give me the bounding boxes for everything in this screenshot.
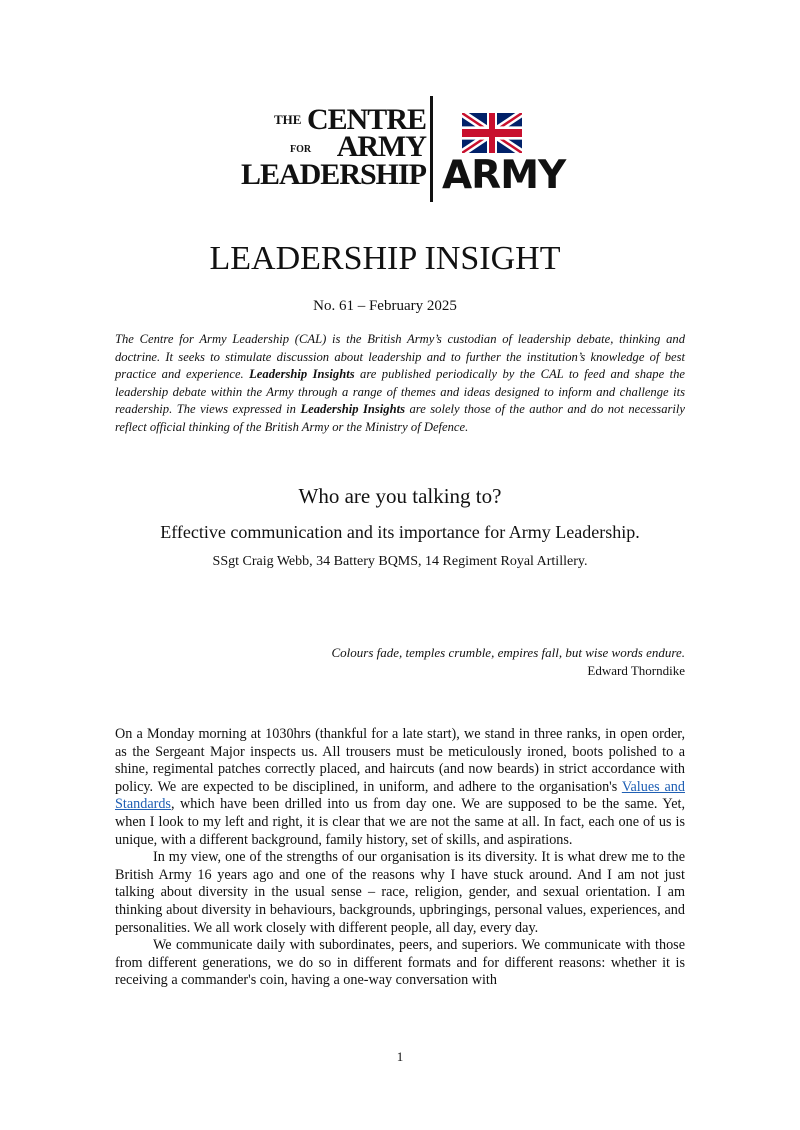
intro-text-1: The Centre for Army Leadership (CAL) is the British Army’s custodian of leadership debate, thinking and doctrine. It seeks to stimulate discussion about leadership and to further the institution’s knowledge of best practice and experience.	[115, 332, 685, 381]
intro-text-3: are solely those of the author and do not necessarily reflect official thinking of the British Army or the Ministry of Defence.	[115, 402, 685, 434]
union-jack-icon	[462, 113, 522, 153]
page-title: LEADERSHIP INSIGHT	[209, 240, 561, 277]
logo-divider	[430, 96, 433, 202]
p1-text-before: On a Monday morning at 1030hrs (thankful for a late start), we stand in three ranks, in open order, as the Sergeant Major inspects us. All trousers must be meticulously ironed, boots polished to a shine, regimental patches correctly placed, and haircuts (and now beards) in strict accordance with policy. We are expected to be disciplined, in uniform, and adhere to the organisation's	[115, 726, 685, 795]
intro-bold-1: Leadership Insights	[249, 367, 355, 381]
epigraph	[300, 644, 685, 680]
epigraph-quote: Colours fade, temples crumble, empires fall, but wise words endure.	[331, 645, 685, 660]
logo-for: FOR	[290, 144, 312, 155]
epigraph-attribution: Edward Thorndike	[587, 663, 685, 678]
army-wordmark: ARMY	[442, 153, 566, 198]
page-number: 1	[396, 1049, 404, 1064]
body-paragraph-1	[115, 726, 685, 849]
p1-text-after: , which have been drilled into us from day one. We are supposed to be the same. Yet, when I look to my left and right, it is clear that we are not the same at all. In fact, each one of us is unique, with a different background, family history, set of skills, and aspirations.	[115, 796, 685, 848]
logo-leadership: LEADERSHIP	[240, 158, 426, 191]
logo-army: ARMY	[336, 130, 426, 163]
body-paragraph-3: We communicate daily with subordinates, peers, and superiors. We communicate with those from different generations, we do so in different formats and for different reasons: whether it is receiving a commander's coin, having a one-way conversation with	[115, 937, 685, 989]
logo-centre: CENTRE	[306, 103, 426, 136]
article-subtitle: Effective communication and its importance for Army Leadership.	[160, 522, 640, 542]
body-paragraph-2: In my view, one of the strengths of our organisation is its diversity. It is what drew me to the British Army 16 years ago and one of the reasons why I have stuck around. And I am not just talking about diversity in the usual sense – race, religion, gender, and sexual orientation. I am thinking about diversity in behaviours, backgrounds, upbringings, personal values, experiences, and personalities. We all work closely with different people, all day, every day.	[115, 849, 685, 936]
cal-logo-text	[228, 96, 426, 202]
values-and-standards-link[interactable]: Values and Standards	[115, 778, 685, 813]
issue-line: No. 61 – February 2025	[313, 298, 457, 314]
article-title: Who are you talking to?	[298, 484, 502, 508]
intro-text-2: are published periodically by the CAL to feed and shape the leadership debate within the Army through a range of themes and ideas designed to inform and challenge its readership. The views expressed in	[115, 367, 685, 416]
intro-paragraph	[115, 331, 685, 436]
logo-the: THE	[274, 112, 302, 127]
article-body	[115, 726, 685, 990]
intro-bold-2: Leadership Insights	[300, 402, 405, 416]
cal-army-logo	[228, 96, 566, 202]
article-author: SSgt Craig Webb, 34 Battery BQMS, 14 Regiment Royal Artillery.	[212, 554, 588, 569]
